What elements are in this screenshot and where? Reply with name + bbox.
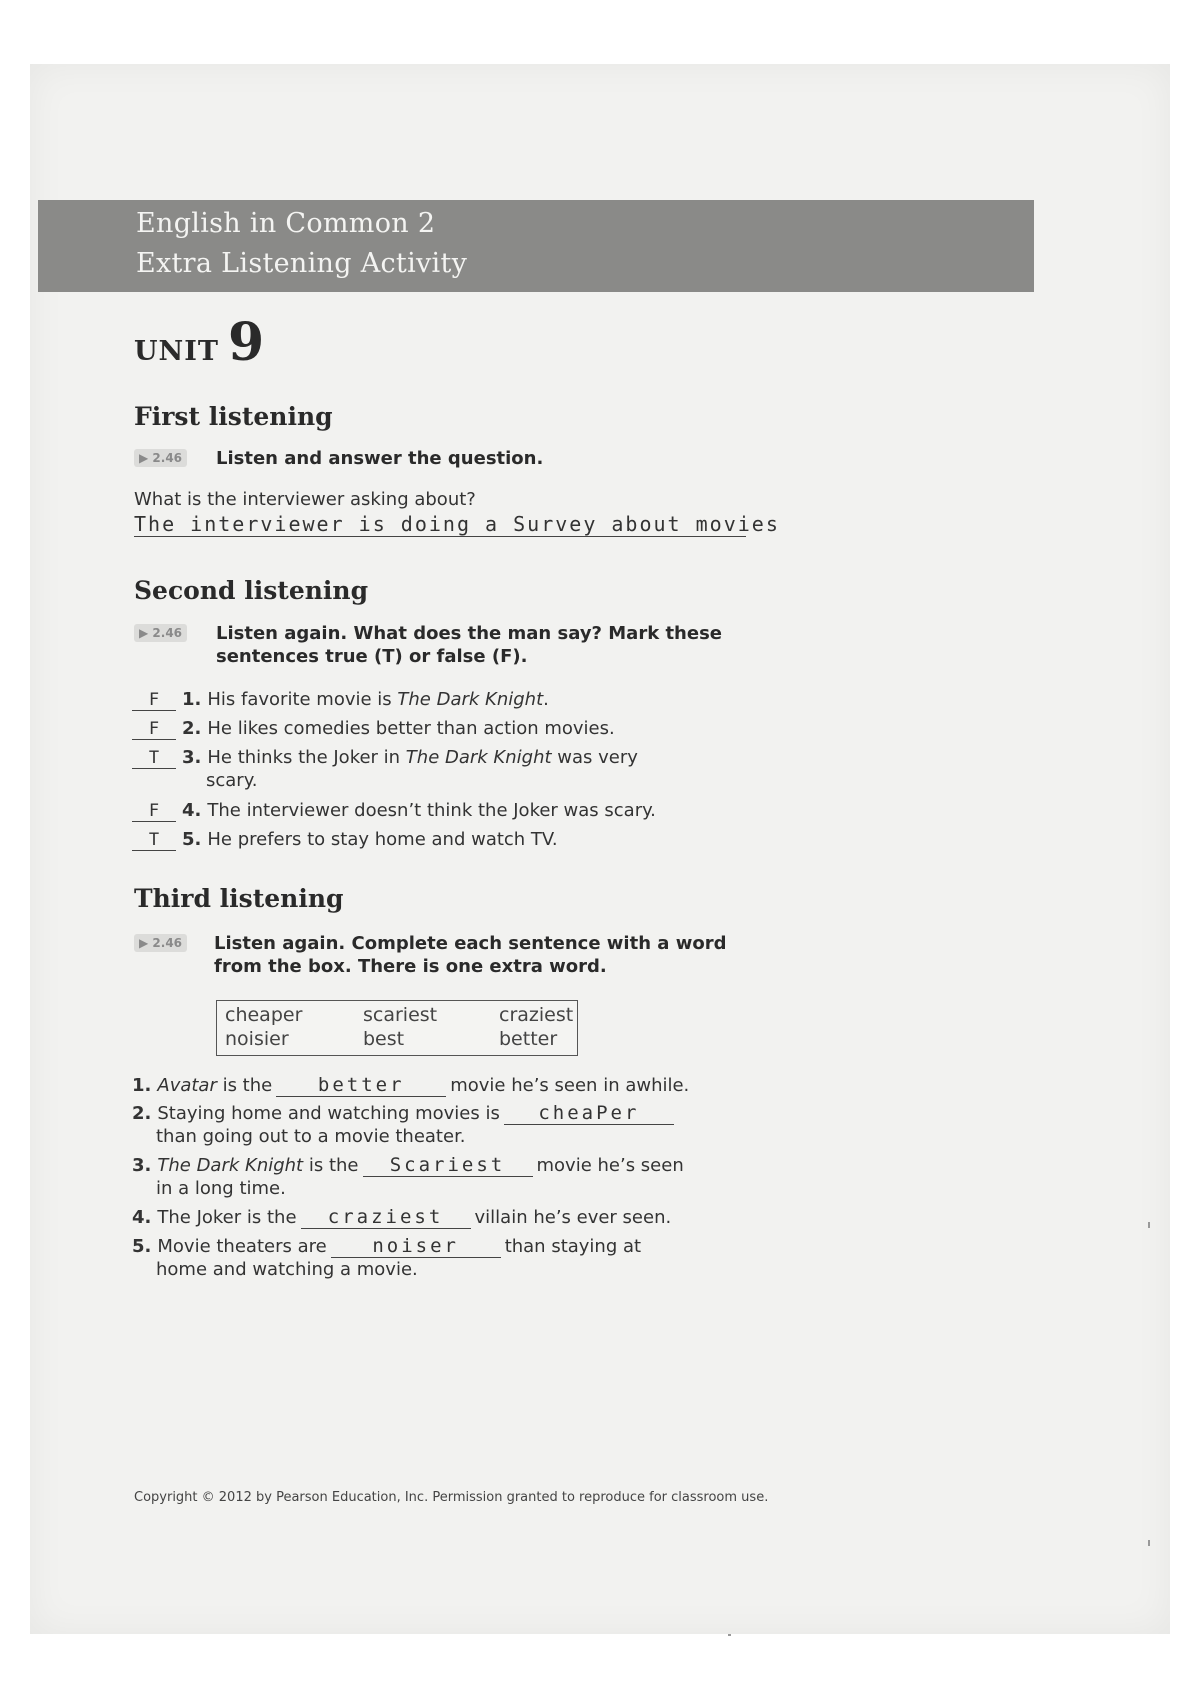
list-item: [132, 746, 638, 769]
box-word: cheaper: [225, 1004, 303, 1026]
scan-speck: [1148, 1222, 1150, 1228]
list-item: [132, 717, 615, 740]
tf-answer: T: [132, 830, 176, 851]
item-text-end: villain he’s ever seen.: [474, 1207, 672, 1228]
word-box: [216, 1000, 578, 1056]
item-text-end: movie he’s seen in awhile.: [450, 1075, 690, 1096]
header-title: English in Common 2: [136, 208, 436, 239]
second-listening-heading: Second listening: [134, 576, 369, 605]
item-continuation: scary.: [206, 770, 258, 791]
item-text-end: was very: [551, 747, 638, 768]
item-text-end: than staying at: [504, 1236, 642, 1257]
item-italic: The Dark Knight: [397, 689, 544, 710]
item-text: is the: [303, 1155, 359, 1176]
filled-blank: noiser: [331, 1235, 501, 1258]
item-number: 2.: [182, 718, 202, 739]
item-text: He likes comedies better than action movies.: [207, 718, 615, 739]
list-item: [132, 1235, 641, 1258]
filled-blank: cheaPer: [504, 1102, 674, 1125]
copyright-notice: Copyright © 2012 by Pearson Education, Inc. Permission granted to reproduce for classroom use.: [134, 1490, 769, 1505]
list-item: [132, 1074, 689, 1097]
list-item: [132, 828, 558, 851]
item-number: 5.: [132, 1236, 152, 1257]
second-instruction-line2: sentences true (T) or false (F).: [216, 646, 528, 667]
track-number: 2.46: [152, 936, 183, 950]
third-instruction-line1: Listen again. Complete each sentence with a word: [214, 933, 727, 954]
unit-title: [134, 312, 264, 373]
audio-track-icon: ▶ 2.46: [134, 934, 187, 952]
box-word: noisier: [225, 1028, 289, 1050]
third-instruction-line2: from the box. There is one extra word.: [214, 956, 607, 977]
list-item: [132, 1206, 671, 1229]
item-italic: The Dark Knight: [157, 1155, 304, 1176]
item-number: 3.: [132, 1155, 152, 1176]
list-item: [132, 1154, 684, 1177]
item-continuation: in a long time.: [156, 1178, 286, 1199]
item-text: Staying home and watching movies is: [157, 1103, 500, 1124]
item-number: 1.: [132, 1075, 152, 1096]
item-number: 4.: [182, 800, 202, 821]
header-banner: [38, 200, 1034, 292]
item-text: He thinks the Joker in: [207, 747, 406, 768]
box-word: scariest: [363, 1004, 438, 1026]
box-word: best: [363, 1028, 405, 1050]
item-number: 5.: [182, 829, 202, 850]
list-item: [132, 1102, 678, 1125]
tf-answer: F: [132, 719, 176, 740]
filled-blank: better: [276, 1074, 446, 1097]
item-text-end: .: [543, 689, 549, 710]
box-word: better: [499, 1028, 558, 1050]
item-text-end: movie he’s seen: [536, 1155, 684, 1176]
third-listening-heading: Third listening: [134, 884, 344, 913]
second-instruction-line1: Listen again. What does the man say? Mark these: [216, 623, 722, 644]
item-italic: Avatar: [157, 1075, 217, 1096]
filled-blank: craziest: [301, 1206, 471, 1229]
first-instruction: Listen and answer the question.: [216, 448, 544, 469]
audio-track-icon: ▶ 2.46: [134, 449, 187, 467]
first-listening-heading: First listening: [134, 402, 333, 431]
first-question: What is the interviewer asking about?: [134, 489, 476, 510]
first-answer: [134, 512, 780, 537]
handwritten-answer: The interviewer is doing a Survey about movies: [134, 512, 780, 536]
item-continuation: home and watching a movie.: [156, 1259, 418, 1280]
item-number: 2.: [132, 1103, 152, 1124]
item-text: is the: [216, 1075, 273, 1096]
unit-label: UNIT: [134, 336, 219, 367]
filled-blank: Scariest: [363, 1154, 533, 1177]
tf-answer: T: [132, 748, 176, 769]
item-number: 4.: [132, 1207, 152, 1228]
track-number: 2.46: [152, 451, 183, 465]
audio-track-icon: ▶ 2.46: [134, 624, 187, 642]
box-word: craziest: [499, 1004, 574, 1026]
item-text: The Joker is the: [157, 1207, 297, 1228]
track-number: 2.46: [152, 626, 183, 640]
item-italic: The Dark Knight: [405, 747, 552, 768]
scan-speck: [1148, 1540, 1150, 1546]
tf-answer: F: [132, 690, 176, 711]
item-continuation: than going out to a movie theater.: [156, 1126, 466, 1147]
unit-number: 9: [228, 312, 265, 373]
item-number: 3.: [182, 747, 202, 768]
tf-answer: F: [132, 801, 176, 822]
item-text: His favorite movie is: [207, 689, 398, 710]
item-text: He prefers to stay home and watch TV.: [207, 829, 558, 850]
list-item: [132, 799, 656, 822]
list-item: [132, 688, 549, 711]
header-subtitle: Extra Listening Activity: [136, 248, 468, 279]
item-number: 1.: [182, 689, 202, 710]
scan-speck: [728, 1634, 731, 1636]
item-text: Movie theaters are: [157, 1236, 327, 1257]
item-text: The interviewer doesn’t think the Joker was scary.: [207, 800, 656, 821]
